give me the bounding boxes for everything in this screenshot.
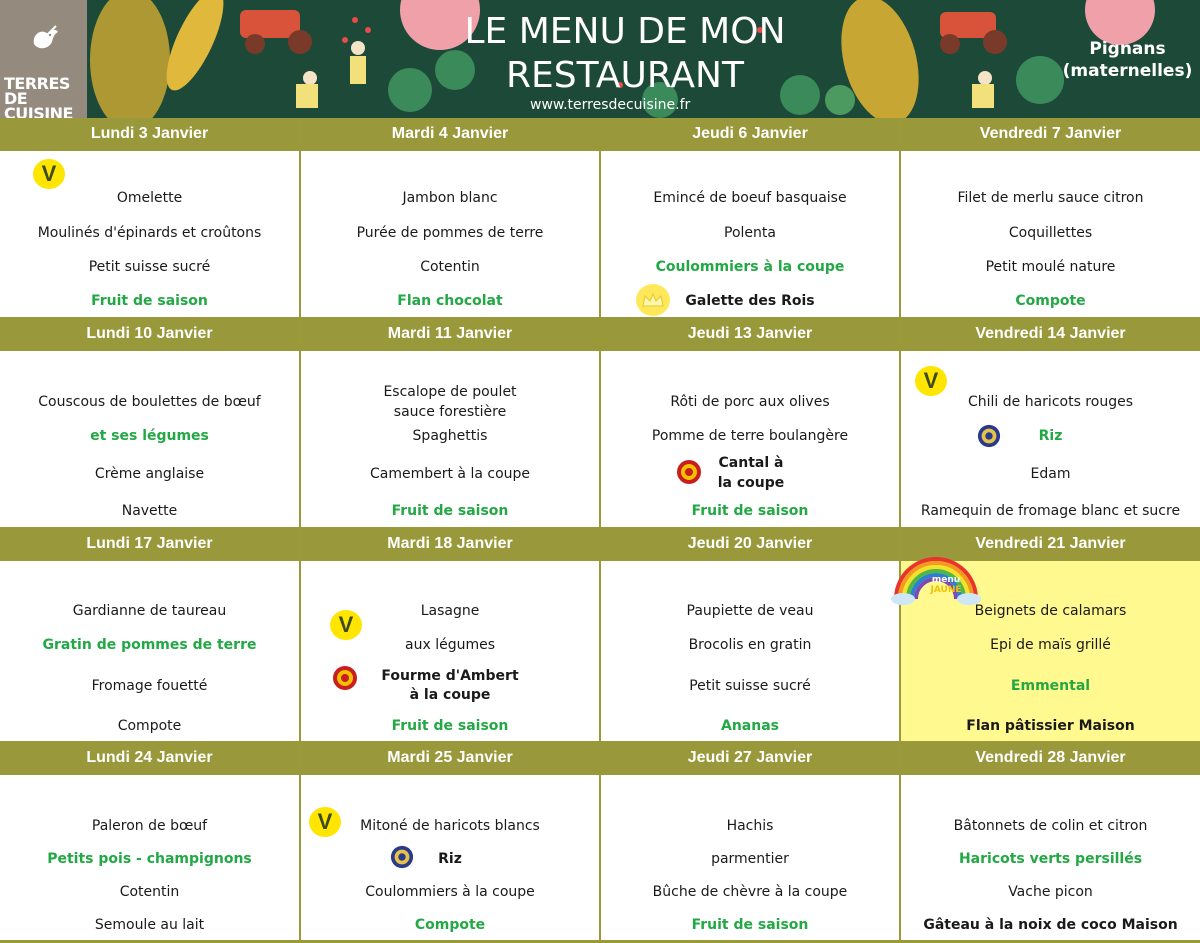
day-header: Jeudi 6 Janvier xyxy=(601,118,899,150)
menu-item: Mitoné de haricots blancs xyxy=(360,818,540,834)
menu-item: Cotentin xyxy=(420,259,480,275)
menu-item: Escalope de poulet xyxy=(383,384,517,400)
menu-item: Lasagne xyxy=(420,603,480,619)
title-line-2: RESTAURANT xyxy=(506,55,744,96)
menu-item: à la coupe xyxy=(409,687,491,703)
menu-item: Emmental xyxy=(1010,678,1091,694)
menu-item: Fruit de saison xyxy=(91,293,208,309)
day-cell xyxy=(301,351,599,527)
menu-item: Compote xyxy=(117,718,182,734)
day-header: Lundi 24 Janvier xyxy=(0,742,299,774)
menu-item: Ramequin de fromage blanc et sucre xyxy=(920,503,1181,519)
day-header: Mardi 4 Janvier xyxy=(301,118,599,150)
menu-item: Purée de pommes de terre xyxy=(356,225,544,241)
menu-item: Gardianne de taureau xyxy=(72,603,227,619)
menu-item: Petit suisse sucré xyxy=(689,678,811,694)
badge-line-1: menu xyxy=(931,575,961,585)
menu-item: Spaghettis xyxy=(412,428,488,444)
menu-item: Ananas xyxy=(721,718,779,734)
day-cell xyxy=(601,561,899,741)
day-cell xyxy=(0,151,299,317)
badge-line-2: JAUNE xyxy=(930,585,962,595)
page-title xyxy=(440,10,810,98)
menu-item: Coquillettes xyxy=(1008,225,1093,241)
menu-item: Coulommiers à la coupe xyxy=(365,884,535,900)
day-header: Jeudi 27 Janvier xyxy=(601,742,899,774)
menu-item: Rôti de porc aux olives xyxy=(670,394,830,410)
menu-item: Paupiette de veau xyxy=(686,603,814,619)
brand-line-1: TERRES DE xyxy=(4,74,70,108)
menu-item: Fruit de saison xyxy=(391,503,509,519)
day-cell xyxy=(901,351,1200,527)
day-cell xyxy=(601,775,899,940)
menu-item: Haricots verts persillés xyxy=(958,851,1143,867)
menu-item: Riz xyxy=(1038,428,1063,444)
vegetarian-badge: V xyxy=(33,159,65,189)
day-cell xyxy=(0,561,299,741)
menu-item: Camembert à la coupe xyxy=(369,466,531,482)
menu-item: Omelette xyxy=(116,190,183,206)
day-cell xyxy=(301,561,599,741)
day-header: Lundi 3 Janvier xyxy=(0,118,299,150)
menu-item: sauce forestière xyxy=(393,404,507,420)
menu-item: Brocolis en gratin xyxy=(688,637,812,653)
bird-icon xyxy=(26,22,62,56)
day-cell xyxy=(901,151,1200,317)
brand-logo xyxy=(0,0,87,118)
day-header: Vendredi 14 Janvier xyxy=(901,318,1200,350)
vegetarian-badge: V xyxy=(309,807,341,837)
place-line-2: (maternelles) xyxy=(1062,61,1193,81)
day-header: Mardi 25 Janvier xyxy=(301,742,599,774)
day-header: Vendredi 7 Janvier xyxy=(901,118,1200,150)
day-header: Lundi 10 Janvier xyxy=(0,318,299,350)
menu-item: Emincé de boeuf basquaise xyxy=(653,190,847,206)
day-header: Jeudi 20 Janvier xyxy=(601,528,899,560)
day-header: Jeudi 13 Janvier xyxy=(601,318,899,350)
menu-item: Fruit de saison xyxy=(691,503,809,519)
menu-item: Fourme d'Ambert xyxy=(381,668,519,684)
menu-item: Fruit de saison xyxy=(391,718,509,734)
menu-item: Pomme de terre boulangère xyxy=(651,428,849,444)
menu-item: Beignets de calamars xyxy=(974,603,1127,619)
menu-item: Paleron de bœuf xyxy=(91,818,208,834)
menu-item: Crème anglaise xyxy=(94,466,205,482)
day-header: Mardi 18 Janvier xyxy=(301,528,599,560)
day-cell xyxy=(0,775,299,940)
menu-item: aux légumes xyxy=(405,637,495,653)
menu-item: Cotentin xyxy=(119,884,180,900)
menu-item: Fruit de saison xyxy=(691,917,809,933)
menu-item: Bâtonnets de colin et citron xyxy=(953,818,1148,834)
menu-item: Epi de maïs grillé xyxy=(990,637,1111,653)
menu-item: Jambon blanc xyxy=(402,190,498,206)
menu-item: Chili de haricots rouges xyxy=(968,394,1133,410)
menu-item: Petits pois - champignons xyxy=(47,851,252,867)
menu-item: Fromage fouetté xyxy=(91,678,208,694)
menu-item: Petit moulé nature xyxy=(985,259,1116,275)
menu-item: Gratin de pommes de terre xyxy=(42,637,257,653)
menu-item: Compote xyxy=(414,917,486,933)
day-header: Vendredi 28 Janvier xyxy=(901,742,1200,774)
menu-item: Semoule au lait xyxy=(94,917,205,933)
menu-item: Coulommiers à la coupe xyxy=(655,259,845,275)
menu-grid xyxy=(0,118,1200,943)
menu-item: Vache picon xyxy=(1008,884,1093,900)
header-banner xyxy=(0,0,1200,118)
website-link[interactable]: www.terresdecuisine.fr xyxy=(530,97,691,113)
school-name xyxy=(1055,38,1200,82)
menu-item: parmentier xyxy=(711,851,789,867)
menu-item: Moulinés d'épinards et croûtons xyxy=(37,225,262,241)
day-cell xyxy=(301,775,599,940)
menu-item: Petit suisse sucré xyxy=(88,259,211,275)
menu-item: la coupe xyxy=(717,475,785,491)
menu-item: Bûche de chèvre à la coupe xyxy=(652,884,848,900)
day-cell xyxy=(601,151,899,317)
brand-name xyxy=(4,76,84,118)
menu-item: Polenta xyxy=(724,225,776,241)
place-line-1: Pignans xyxy=(1089,39,1166,59)
vegetarian-badge: V xyxy=(915,366,947,396)
menu-item: Navette xyxy=(121,503,178,519)
menu-item: Cantal à xyxy=(718,455,784,471)
menu-item: Couscous de boulettes de bœuf xyxy=(38,394,261,410)
day-cell xyxy=(601,351,899,527)
menu-item: Gâteau à la noix de coco Maison xyxy=(923,917,1178,933)
day-cell xyxy=(0,351,299,527)
menu-item: Flan pâtissier Maison xyxy=(966,718,1135,734)
day-header: Mardi 11 Janvier xyxy=(301,318,599,350)
day-header: Vendredi 21 Janvier xyxy=(901,528,1200,560)
menu-item: Hachis xyxy=(726,818,774,834)
menu-item: et ses légumes xyxy=(90,428,209,444)
brand-line-2: CUISINE xyxy=(4,104,73,118)
menu-item: Flan chocolat xyxy=(397,293,503,309)
day-cell xyxy=(301,151,599,317)
vegetarian-badge: V xyxy=(330,610,362,640)
menu-item: Galette des Rois xyxy=(685,293,815,309)
menu-item: Filet de merlu sauce citron xyxy=(957,190,1144,206)
menu-jaune-badge xyxy=(926,575,966,595)
menu-item: Riz xyxy=(438,851,462,867)
day-header: Lundi 17 Janvier xyxy=(0,528,299,560)
day-cell-highlighted xyxy=(901,561,1200,741)
menu-item: Edam xyxy=(1030,466,1071,482)
menu-item: Compote xyxy=(1015,293,1086,309)
title-line-1: LE MENU DE MON xyxy=(464,11,786,52)
day-cell xyxy=(901,775,1200,940)
